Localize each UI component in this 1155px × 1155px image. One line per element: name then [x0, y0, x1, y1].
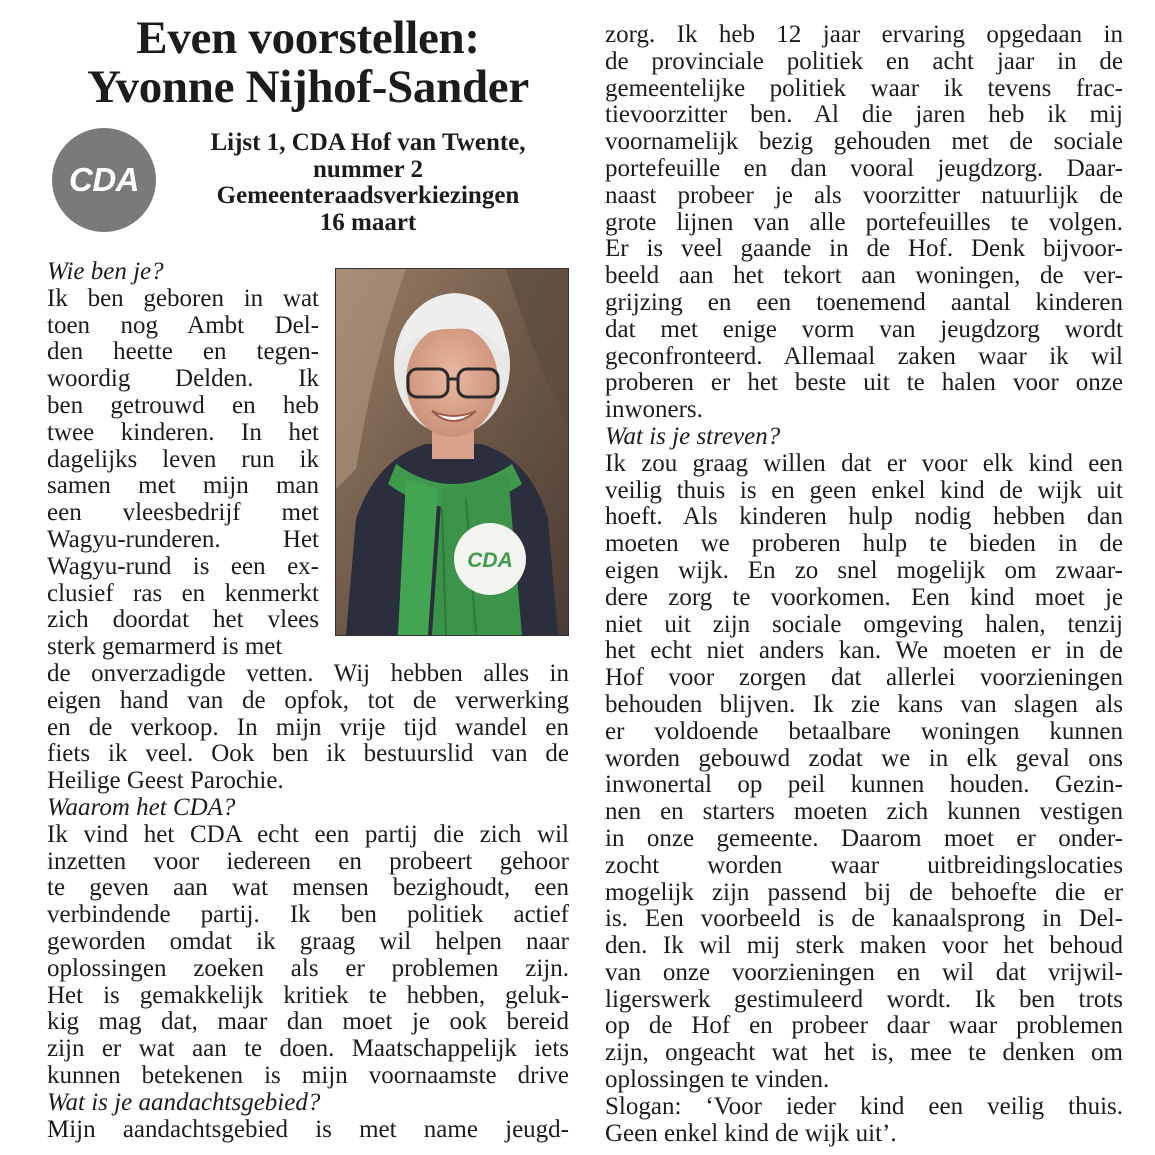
text-line: clusief ras en kenmerkt: [47, 579, 319, 607]
intro-column-wide: [47, 661, 569, 1143]
text-line: Ik ben geboren in wat: [47, 284, 319, 312]
text-line: is. Een voorbeeld is de kanaalsprong in Del-: [605, 905, 1123, 933]
text-line: inzetten voor iedereen en probeert gehoor: [47, 847, 569, 875]
intro-column-narrow: [47, 259, 319, 661]
text-line: en de verkoop. In mijn vrije tijd wandel en: [47, 713, 569, 741]
portrait-illustration: [336, 269, 568, 635]
text-line: proberen er het beste uit te halen voor onze: [605, 369, 1123, 397]
text-line: Wagyu-rund is een ex-: [47, 552, 319, 580]
text-line: geworden omdat ik graag wil helpen naar: [47, 927, 569, 955]
text-line: kunnen betekenen is mijn voornaamste drive: [47, 1061, 569, 1089]
text-line: ligerswerk gestimuleerd wordt. Ik ben trots: [605, 985, 1123, 1013]
question-heading: Waarom het CDA?: [47, 793, 236, 821]
text-line: Er is veel gaande in de Hof. Denk bijvoor-: [605, 235, 1123, 263]
text-line: woordig Delden. Ik: [47, 365, 319, 393]
text-line: zocht worden waar uitbreidingslocaties: [605, 851, 1123, 879]
text-line: Geen enkel kind de wijk uit’.: [605, 1119, 897, 1147]
text-line: Ik vind het CDA echt een partij die zich wil: [47, 820, 569, 848]
text-line: voornamelijk bezig gehouden met de sociale: [605, 128, 1123, 156]
text-line: er voldoende betaalbare woningen kunnen: [605, 717, 1123, 745]
text-line: oplossingen te vinden.: [605, 1066, 830, 1094]
article-subtitle: [172, 130, 564, 236]
text-line: nen en starters moeten zich kunnen vestigen: [605, 798, 1123, 826]
text-line: oplossingen zoeken als er problemen zijn.: [47, 954, 569, 982]
text-line: de provinciale politiek en acht jaar in de: [605, 47, 1123, 75]
text-line: zorg. Ik heb 12 jaar ervaring opgedaan in: [605, 21, 1123, 48]
text-line: zich doordat het vlees: [47, 606, 319, 634]
text-line: worden gebouwd zodat we in elk geval ons: [605, 744, 1123, 772]
subtitle-line: Lijst 1, CDA Hof van Twente,: [210, 129, 526, 156]
question-heading: Wie ben je?: [47, 258, 164, 285]
text-line: inwonertal op peil kunnen houden. Gezin-: [605, 771, 1123, 799]
text-line: sterk gemarmerd is met: [47, 633, 283, 661]
subtitle-line: 16 maart: [319, 208, 417, 236]
logo-text: CDA: [69, 161, 139, 198]
text-line: toen nog Ambt Del-: [47, 311, 319, 339]
text-line: van onze voorzieningen en wil dat vrijwil-: [605, 958, 1123, 986]
text-line: beeld aan het tekort aan woningen, de ver-: [605, 262, 1123, 290]
text-line: twee kinderen. In het: [47, 418, 319, 446]
text-line: niet uit zijn sociale omgeving halen, tenzij: [605, 610, 1123, 638]
text-line: portefeuille en dan vooral jeugdzorg. Daar-: [605, 154, 1123, 182]
text-line: veilig thuis is en geen enkel kind de wijk uit: [605, 476, 1123, 504]
text-line: grijzing en een toenemend aantal kinderen: [605, 288, 1123, 316]
text-line: tievoorzitter ben. Al die jaren heb ik mij: [605, 101, 1123, 129]
text-line: Mijn aandachtsgebied is met name jeugd-: [47, 1115, 569, 1143]
text-line: fiets ik veel. Ook ben ik bestuurslid van de: [47, 740, 569, 768]
article-title: [47, 14, 569, 112]
scarf-logo-text: CDA: [467, 549, 513, 572]
text-line: kig mag dat, maar dan moet je ook bereid: [47, 1008, 569, 1036]
question-heading: Wat is je aandachtsgebied?: [47, 1088, 321, 1116]
text-line: zijn, ongeacht wat het is, mee te denken om: [605, 1039, 1123, 1067]
text-line: zijn er wat aan te doen. Maatschappelijk iets: [47, 1035, 569, 1063]
text-line: moeten we proberen hulp te bieden in de: [605, 530, 1123, 558]
text-line: dagelijks leven run ik: [47, 445, 319, 473]
text-line: het echt niet anders kan. We moeten er in de: [605, 637, 1123, 665]
text-line: samen met mijn man: [47, 472, 319, 500]
text-line: mogelijk zijn passend bij de behoefte die er: [605, 878, 1123, 906]
text-line: inwoners.: [605, 396, 703, 424]
text-line: dere zorg te voorkomen. Een kind moet je: [605, 583, 1123, 611]
subtitle-line: nummer 2: [313, 155, 423, 183]
text-line: Ik zou graag willen dat er voor elk kind een: [605, 449, 1123, 477]
text-line: Heilige Geest Parochie.: [47, 767, 284, 795]
text-line: dat met enige vorm van jeugdzorg wordt: [605, 315, 1123, 343]
candidate-photo: [335, 268, 569, 636]
text-line: behouden blijven. Ik zie kans van slagen als: [605, 690, 1123, 718]
text-line: te geven aan wat mensen bezighoudt, een: [47, 874, 569, 902]
text-line: in onze gemeente. Daarom moet er onder-: [605, 824, 1123, 852]
subtitle-line: Gemeenteraadsverkiezingen: [216, 182, 520, 209]
title-line: Even voorstellen:: [136, 12, 480, 64]
text-line: ben getrouwd en heb: [47, 391, 319, 419]
text-line: naast probeer je als voorzitter natuurlijk de: [605, 181, 1123, 209]
title-line: Yvonne Nijhof-Sander: [87, 61, 529, 113]
text-line: verbindende partij. Ik ben politiek actief: [47, 901, 569, 929]
text-line: op de Hof en probeer daar waar problemen: [605, 1012, 1123, 1040]
text-line: Slogan: ‘Voor ieder kind een veilig thuis.: [605, 1092, 1123, 1120]
text-line: Hof voor zorgen dat allerlei voorzieningen: [605, 664, 1123, 692]
text-line: de onverzadigde vetten. Wij hebben alles in: [47, 660, 569, 687]
text-line: een vleesbedrijf met: [47, 499, 319, 527]
cda-logo: [52, 128, 156, 232]
question-heading: Wat is je streven?: [605, 422, 781, 450]
text-line: grote lijnen van alle portefeuilles te volgen.: [605, 208, 1123, 236]
text-line: gemeentelijke politiek waar ik tevens frac-: [605, 74, 1123, 102]
text-line: den. Ik wil mij sterk maken voor het behoud: [605, 932, 1123, 960]
text-line: Het is gemakkelijk kritiek te hebben, geluk-: [47, 981, 569, 1009]
text-line: eigen hand van de opfok, tot de verwerking: [47, 686, 569, 714]
text-line: Wagyu-runderen. Het: [47, 525, 319, 553]
text-line: eigen wijk. En zo snel mogelijk om zwaar-: [605, 556, 1123, 584]
text-line: hoeft. Als kinderen hulp nodig hebben dan: [605, 503, 1123, 531]
text-line: geconfronteerd. Allemaal zaken waar ik wil: [605, 342, 1123, 370]
right-column: [605, 22, 1123, 1147]
text-line: den heette en tegen-: [47, 338, 319, 366]
